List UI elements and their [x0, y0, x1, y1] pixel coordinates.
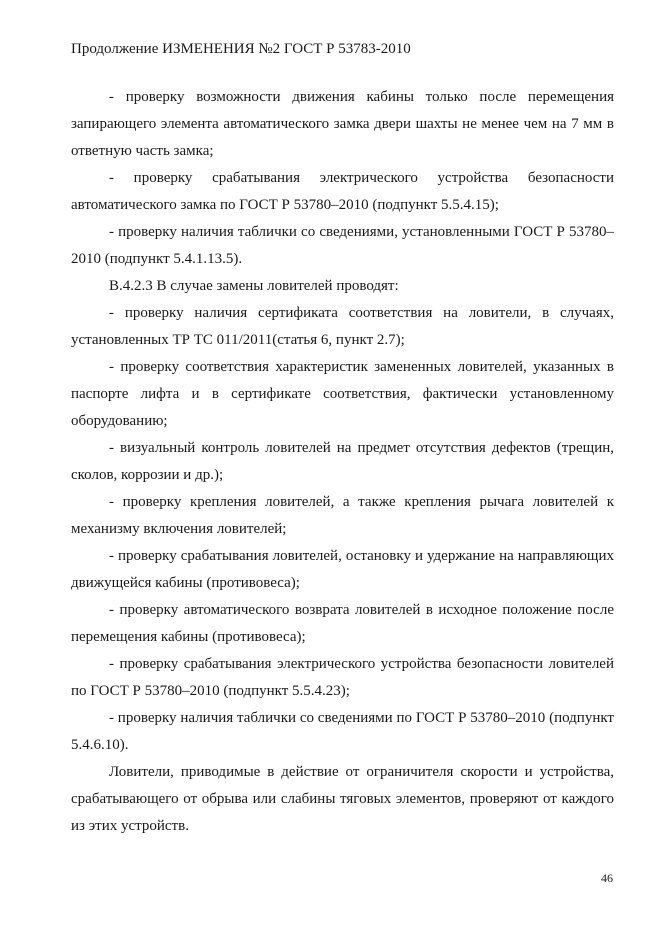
paragraph: - проверку крепления ловителей, а также крепления рычага ловителей к механизму включения ловителей;	[71, 494, 614, 537]
paragraph: - проверку возможности движения кабины только после перемещения запирающего элемента автоматического замка двери шахты не менее чем на 7 мм в ответную часть замка;	[71, 89, 614, 159]
paragraph: - проверку срабатывания электрического устройства безопасности автоматического замка по ГОСТ Р 53780–2010 (подпункт 5.5.4.15);	[71, 170, 614, 213]
page-number: 46	[601, 871, 613, 885]
paragraph: - проверку наличия сертификата соответствия на ловители, в случаях, установленных ТР ТС 011/2011(статья 6, пункт 2.7);	[71, 305, 614, 348]
paragraph: - проверку срабатывания электрического устройства безопасности ловителей по ГОСТ Р 53780–2010 (подпункт 5.5.4.23);	[71, 656, 614, 699]
page-header: Продолжение ИЗМЕНЕНИЯ №2 ГОСТ Р 53783-2010	[71, 41, 411, 57]
paragraph: - проверку срабатывания ловителей, остановку и удержание на направляющих движущейся кабины (противовеса);	[71, 548, 614, 591]
paragraph: - проверку соответствия характеристик замененных ловителей, указанных в паспорте лифта и в сертификате соответствия, фактически установленному оборудованию;	[71, 359, 614, 429]
paragraph: Ловители, приводимые в действие от ограничителя скорости и устройства, срабатывающего от обрыва или слабины тяговых элементов, проверяют от каждого из этих устройств.	[71, 764, 614, 834]
paragraph: - проверку автоматического возврата ловителей в исходное положение после перемещения кабины (противовеса);	[71, 602, 614, 645]
paragraph: - проверку наличия таблички со сведениями, установленными ГОСТ Р 53780–2010 (подпункт 5.4.1.13.5).	[71, 224, 614, 267]
document-body	[71, 84, 614, 840]
paragraph: - проверку наличия таблички со сведениями по ГОСТ Р 53780–2010 (подпункт 5.4.6.10).	[71, 710, 614, 753]
paragraph: - визуальный контроль ловителей на предмет отсутствия дефектов (трещин, сколов, коррозии и др.);	[71, 440, 614, 483]
section-heading: В.4.2.3 В случае замены ловителей проводят:	[109, 278, 399, 294]
